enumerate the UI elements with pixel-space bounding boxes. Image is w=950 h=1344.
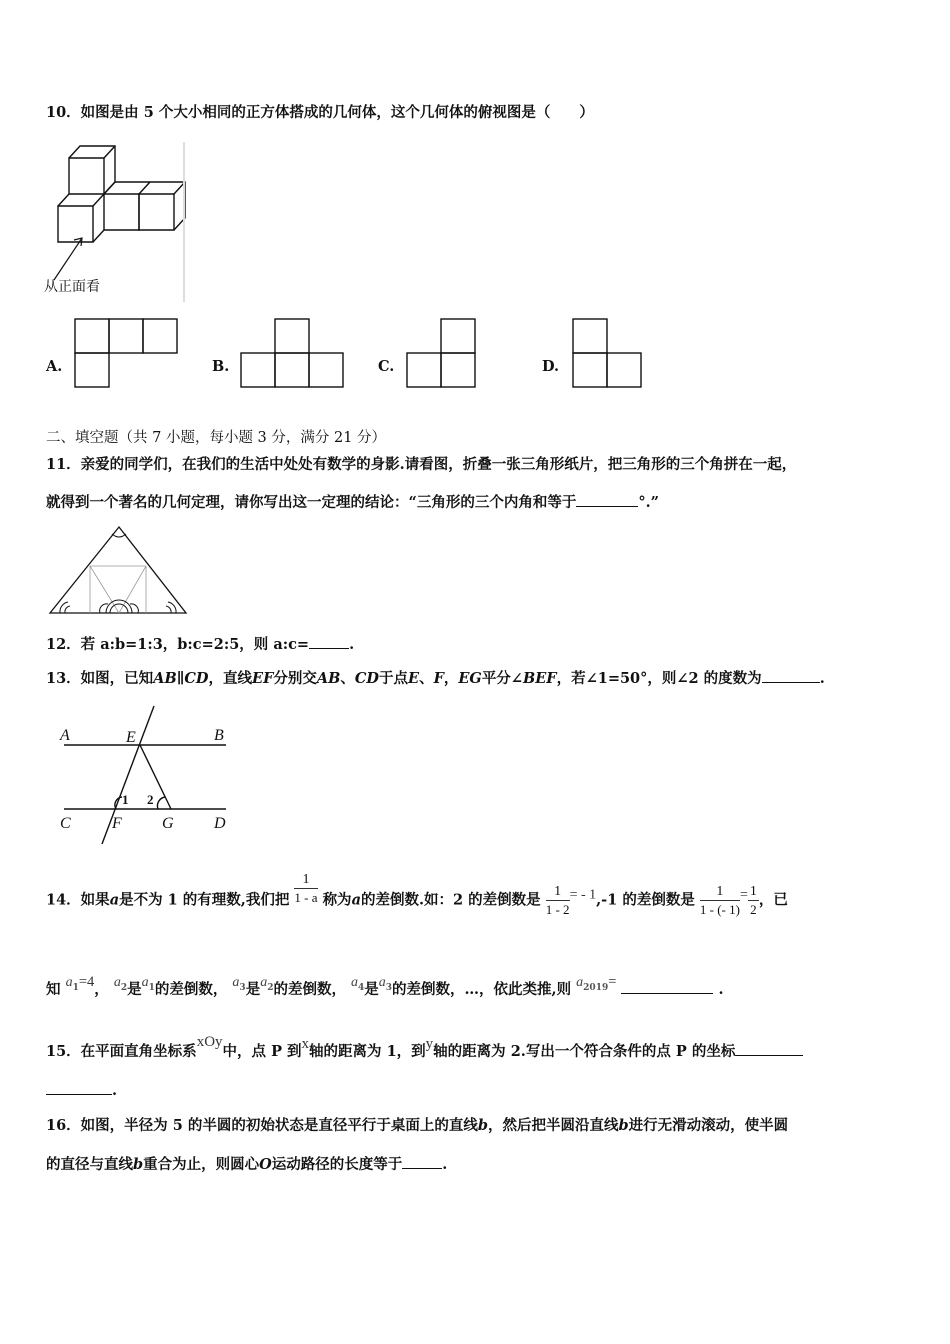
q14-text: 是 [364, 981, 379, 998]
fraction-denominator: 1 - a [294, 890, 318, 905]
option-c-label[interactable]: C. [378, 358, 395, 375]
q11-line2-end: °.” [638, 494, 659, 511]
q14-text: 的差倒数， [154, 981, 228, 998]
q15-x: x [301, 1036, 310, 1052]
q14-end: . [718, 981, 724, 998]
q16-text: ，然后把半圆沿直线 [488, 1117, 619, 1134]
fraction-one-over-one-minus-neg-one [700, 883, 740, 918]
q16-b: b [477, 1117, 489, 1134]
q11-line2-text: 就得到一个著名的几何定理，请你写出这一定理的结论：“三角形的三个内角和等于 [46, 494, 577, 511]
q16-end: . [442, 1156, 448, 1173]
subscript: 3 [385, 982, 393, 993]
q14-text: 是不为 1 的有理数,我们把 [119, 891, 290, 909]
var-a3: a [378, 975, 386, 990]
q13-eg: EG [458, 670, 482, 687]
q14-text: ，已 [758, 891, 788, 909]
section-heading: 二、填空题（共 7 小题，每小题 3 分，满分 21 分） [46, 430, 387, 446]
q15-end: . [112, 1082, 118, 1099]
fraction-denominator: 2 [750, 902, 757, 917]
q15-line2 [46, 1080, 117, 1101]
fraction-numerator: 1 [700, 883, 740, 901]
q12-end: . [349, 636, 355, 653]
q16-text: 重合为止，则圆心 [143, 1156, 260, 1173]
q16-text: 的直径与直线 [46, 1156, 133, 1173]
q14-text: 是 [245, 981, 261, 998]
q13-cd: CD [354, 670, 380, 687]
subscript: 2 [267, 982, 274, 993]
q13-parallel: ∥ [176, 670, 185, 687]
q12-line [46, 634, 354, 655]
q15-xoy: xOy [196, 1034, 223, 1050]
point-c-label: C [60, 815, 71, 832]
q13-ab: AB [316, 670, 341, 687]
q16-text: 16．如图，半径为 5 的半圆的初始状态是直径平行于桌面上的直线 [46, 1117, 478, 1134]
q13-text: 、 [419, 670, 434, 687]
q14-text: 的差倒数，…，依此类推,则 [392, 981, 572, 998]
q14-text: 的差倒数.如：2 的差倒数是 [360, 891, 541, 909]
q16-b: b [618, 1117, 629, 1134]
fraction-one-over-one-minus-two [546, 883, 570, 918]
q14-a: a [351, 891, 361, 909]
q13-cd: CD [184, 670, 209, 687]
q13-line [46, 668, 825, 689]
var-a1: a [141, 975, 149, 990]
q13-text: ， [443, 670, 459, 687]
q14-text: 的差倒数， [273, 981, 346, 998]
q13-text: 分别交 [273, 670, 317, 687]
q16-text: 进行无滑动滚动，使半圆 [628, 1117, 789, 1134]
fraction-numerator: 1 [294, 871, 317, 889]
q13-answer-blank[interactable] [762, 668, 820, 683]
fraction-one-half [748, 883, 759, 918]
angle-2-label: 2 [147, 792, 154, 807]
q14-answer-blank[interactable] [621, 979, 713, 994]
var-a3: a [232, 975, 240, 990]
option-b-figure[interactable] [240, 318, 346, 390]
q11-triangle-figure [48, 524, 188, 616]
q16-line1 [46, 1116, 788, 1136]
option-a-figure[interactable] [74, 318, 180, 390]
subscript: 3 [239, 982, 246, 993]
q14-line2 [46, 972, 724, 1000]
var-a2: a [260, 975, 268, 990]
q13-text: 、 [340, 670, 355, 687]
q14-text: 14．如果 [46, 891, 110, 909]
q16-o: O [259, 1156, 272, 1173]
q13-ef: EF [252, 670, 274, 687]
q13-text: 13．如图，已知 [46, 670, 154, 687]
q16-text: 运动路径的长度等于 [271, 1156, 403, 1173]
q15-answer-blank-cont[interactable] [46, 1080, 112, 1095]
q15-y: y [425, 1036, 434, 1052]
q10-text: 10．如图是由 5 个大小相同的正方体搭成的几何体，这个几何体的俯视图是（ ） [46, 104, 594, 121]
q14-result: = - 1 [569, 887, 597, 903]
a1-value: =4 [78, 974, 95, 990]
q13-ab: AB [153, 670, 177, 687]
q14-a: a [109, 891, 120, 909]
q13-text: ，直线 [208, 670, 253, 687]
q13-end: . [819, 670, 825, 687]
q13-text: 于点 [379, 670, 409, 687]
fraction-denominator: 1 - 2 [545, 902, 570, 917]
point-g-label: G [162, 815, 174, 832]
q13-e: E [408, 670, 420, 687]
q13-bef: BEF [522, 670, 557, 687]
option-b-label[interactable]: B. [212, 358, 230, 375]
q13-text: 平分∠ [481, 670, 523, 687]
q15-text: 轴的距离为 1，到 [309, 1043, 426, 1060]
fraction-denominator: 1 - (- 1) [699, 902, 740, 917]
option-d-label[interactable]: D. [542, 358, 560, 375]
fraction-one-over-one-minus-a [294, 871, 317, 906]
q14-line1 [46, 872, 788, 918]
q12-text: 12．若 a:b=1:3，b:c=2:5，则 a:c= [46, 636, 310, 653]
q14-equals: = [739, 887, 748, 903]
q13-text: ，若∠1=50°，则∠2 的度数为 [556, 670, 762, 687]
subscript: 2 [120, 982, 128, 993]
q13-parallel-lines-figure [56, 704, 236, 846]
q14-text: 称为 [322, 891, 352, 909]
q16-answer-blank[interactable] [402, 1154, 442, 1169]
var-a4: a [351, 975, 359, 990]
point-f-label: F [112, 815, 122, 832]
angle-1-label: 1 [122, 792, 129, 807]
point-b-label: B [214, 727, 224, 744]
point-d-label: D [214, 815, 226, 832]
var-a2019: a [576, 975, 584, 990]
q14-text: 是 [127, 981, 142, 998]
q11-line2 [46, 492, 659, 513]
q14-text: 知 [46, 981, 61, 998]
q15-text: 轴的距离为 2.写出一个符合条件的点 P 的坐标 [433, 1043, 736, 1060]
fraction-numerator: 1 [749, 884, 757, 899]
fraction-numerator: 1 [546, 883, 570, 901]
q14-text: ,-1 的差倒数是 [596, 891, 695, 909]
option-a-label[interactable]: A. [46, 358, 63, 375]
q16-b: b [133, 1156, 144, 1173]
option-c-figure[interactable] [406, 318, 478, 390]
point-e-label: E [126, 729, 136, 746]
var-a2: a [113, 975, 121, 990]
q12-answer-blank[interactable] [309, 634, 349, 649]
q15-text: 中，点 P 到 [222, 1043, 302, 1060]
var-a1: a [65, 975, 73, 990]
subscript: 4 [358, 982, 365, 993]
q11-line1: 11．亲爱的同学们，在我们的生活中处处有数学的身影.请看图，折叠一张三角形纸片，把三角形的三个角拼在一起， [46, 456, 797, 473]
q16-line2 [46, 1154, 447, 1175]
subscript: 1 [72, 982, 79, 993]
q14-text: ， [94, 981, 109, 998]
q11-answer-blank[interactable] [576, 492, 638, 507]
q15-answer-blank[interactable] [735, 1041, 803, 1056]
option-d-figure[interactable] [572, 318, 644, 390]
point-a-label: A [60, 727, 70, 744]
subscript: 2019 [583, 982, 609, 993]
q13-f: F [433, 670, 444, 687]
subscript: 1 [148, 982, 155, 993]
q15-text: 15．在平面直角坐标系 [46, 1043, 197, 1060]
q14-equals: = [608, 974, 617, 990]
front-view-label: 从正面看 [44, 279, 100, 295]
q15-line1 [46, 1032, 803, 1062]
